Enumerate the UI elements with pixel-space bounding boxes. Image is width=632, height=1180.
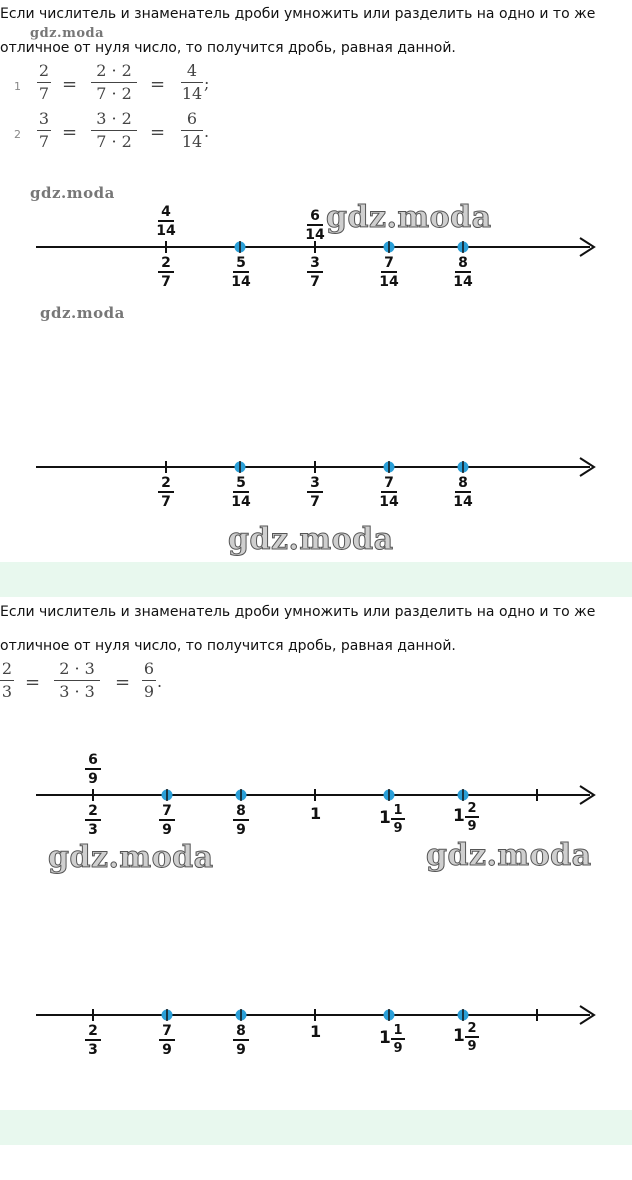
label-2-3: 2 3 bbox=[73, 804, 113, 837]
separator-band bbox=[0, 562, 632, 597]
watermark: gdz.moda bbox=[30, 26, 105, 41]
label-8-9: 8 9 bbox=[221, 1024, 261, 1057]
top-label-6-9: 6 9 bbox=[73, 753, 113, 786]
rule-text-line1: Если числитель и знаменатель дроби умножить или разделить на одно и то же bbox=[0, 604, 596, 620]
label-one: 1 bbox=[310, 804, 322, 823]
fraction: 2 · 3 3 · 3 bbox=[52, 660, 102, 701]
line-number: 2 bbox=[14, 128, 21, 141]
rule-text-line1: Если числитель и знаменатель дроби умножить или разделить на одно и то же bbox=[0, 6, 596, 22]
fraction: 2 3 bbox=[1, 659, 13, 701]
rule-text-line2: отличное от нуля число, то получится дробь, равная данной. bbox=[0, 40, 456, 56]
label-3-7: 3 7 bbox=[295, 476, 335, 509]
line-number: 1 bbox=[14, 80, 21, 93]
equation-3: 2 3 = 2 · 3 3 · 3 = 6 9 . bbox=[0, 658, 200, 704]
watermark: gdz.moda bbox=[48, 840, 214, 875]
equation-1: 1 2 7 = 2 · 2 7 · 2 = 4 14 ; bbox=[0, 60, 260, 110]
watermark: gdz.moda bbox=[40, 304, 125, 322]
label-8-14: 8 14 bbox=[453, 475, 473, 510]
label-7-14: 7 14 bbox=[379, 255, 399, 290]
label-5-14: 5 14 bbox=[231, 255, 251, 290]
rule-text-line2: отличное от нуля число, то получится дробь, равная данной. bbox=[0, 638, 456, 654]
label-5-14: 5 14 bbox=[231, 475, 251, 510]
fraction: 6 9 bbox=[143, 659, 155, 701]
label-8-14: 8 14 bbox=[453, 255, 473, 290]
fraction: 2 7 bbox=[38, 61, 50, 103]
label-2-7: 2 7 bbox=[146, 476, 186, 509]
label-7-14: 7 14 bbox=[379, 475, 399, 510]
fraction: 6 14 bbox=[181, 109, 203, 151]
watermark: gdz.moda bbox=[426, 838, 592, 873]
watermark: gdz.moda bbox=[30, 184, 115, 202]
label-2-7: 2 7 bbox=[146, 256, 186, 289]
fraction: 4 14 bbox=[181, 61, 203, 103]
watermark: gdz.moda bbox=[228, 522, 394, 557]
label-7-9: 7 9 bbox=[147, 804, 187, 837]
label-8-9: 8 9 bbox=[221, 804, 261, 837]
fraction: 2 · 2 7 · 2 bbox=[89, 62, 139, 103]
label-2-3: 2 3 bbox=[73, 1024, 113, 1057]
watermark: gdz.moda bbox=[326, 200, 492, 235]
separator-band bbox=[0, 1110, 632, 1145]
top-label-4-14: 4 14 bbox=[156, 204, 176, 239]
top-label-6-14: 6 14 bbox=[305, 208, 325, 243]
label-3-7: 3 7 bbox=[295, 256, 335, 289]
label-one: 1 bbox=[310, 1022, 322, 1041]
fraction: 3 7 bbox=[38, 109, 50, 151]
label-7-9: 7 9 bbox=[147, 1024, 187, 1057]
equation-2: 2 3 7 = 3 · 2 7 · 2 = 6 14 . bbox=[0, 108, 260, 158]
fraction: 3 · 2 7 · 2 bbox=[89, 110, 139, 151]
